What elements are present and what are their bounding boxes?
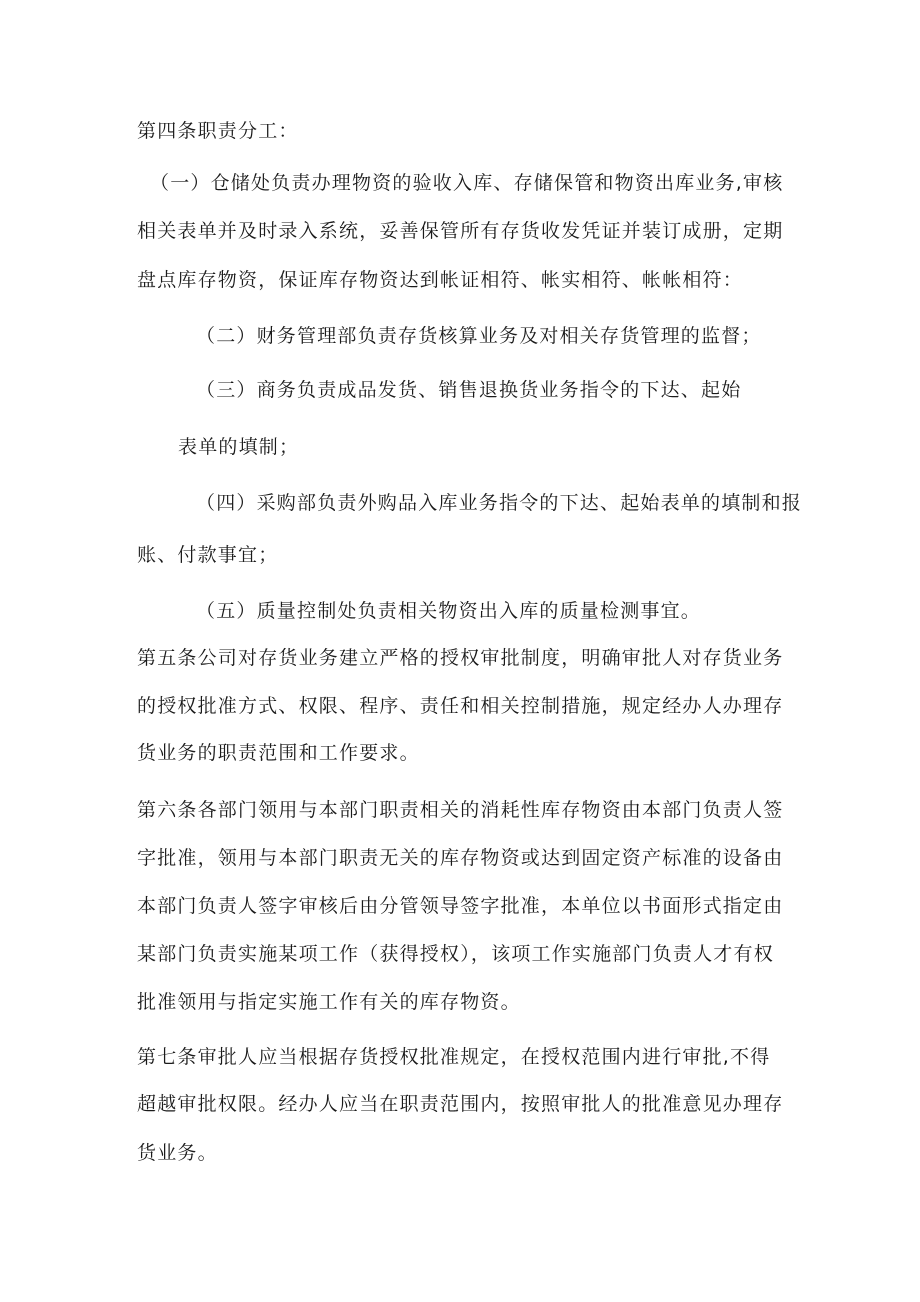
article-6-line-3: 本部门负责人签字审核后由分管领导签字批准，本单位以书面形式指定由 [137,895,784,917]
article-6-line-1: 第六条各部门领用与本部门职责相关的消耗性库存物资由本部门负责人签 [137,799,784,821]
item-1-line-2: 相关表单并及时录入系统，妥善保管所有存货收发凭证并装订成册，定期 [137,220,784,242]
article-7-line-3: 货业务。 [137,1142,218,1164]
item-1-line-1: （一）仓储处负责办理物资的验收入库、存储保管和物资出库业务,审核 [150,172,784,194]
item-3-line-1: （三）商务负责成品发货、销售退换货业务指令的下达、起始 [196,379,742,401]
item-3-line-2: 表单的填制； [178,436,300,458]
article-5-line-1: 第五条公司对存货业务建立严格的授权审批制度，明确审批人对存货业务 [137,647,784,669]
article-6-line-2: 字批准，领用与本部门职责无关的库存物资或达到固定资产标准的设备由 [137,847,784,869]
article-5-line-3: 货业务的职责范围和工作要求。 [137,742,420,764]
article-6-line-4: 某部门负责实施某项工作（获得授权），该项工作实施部门负责人才有权 [137,943,774,965]
article-6-line-5: 批准领用与指定实施工作有关的库存物资。 [137,991,521,1013]
item-4-line-2: 账、付款事宜； [137,544,279,566]
item-4-line-1: （四）采购部负责外购品入库业务指令的下达、起始表单的填制和报 [196,492,803,514]
article-7-line-1: 第七条审批人应当根据存货授权批准规定，在授权范围内进行审批,不得 [137,1046,771,1068]
article-5-line-2: 的授权批准方式、权限、程序、责任和相关控制措施，规定经办人办理存 [137,695,784,717]
article-7-line-2: 超越审批权限。经办人应当在职责范围内，按照审批人的批准意见办理存 [137,1093,784,1115]
article-4-heading: 第四条职责分工： [137,120,299,142]
item-5-line-1: （五）质量控制处负责相关物资出入库的质量检测事宜。 [196,600,702,622]
item-1-line-3: 盘点库存物资，保证库存物资达到帐证相符、帐实相符、帐帐相符： [137,269,744,291]
item-2-line-1: （二）财务管理部负责存货核算业务及对相关存货管理的监督； [196,325,762,347]
